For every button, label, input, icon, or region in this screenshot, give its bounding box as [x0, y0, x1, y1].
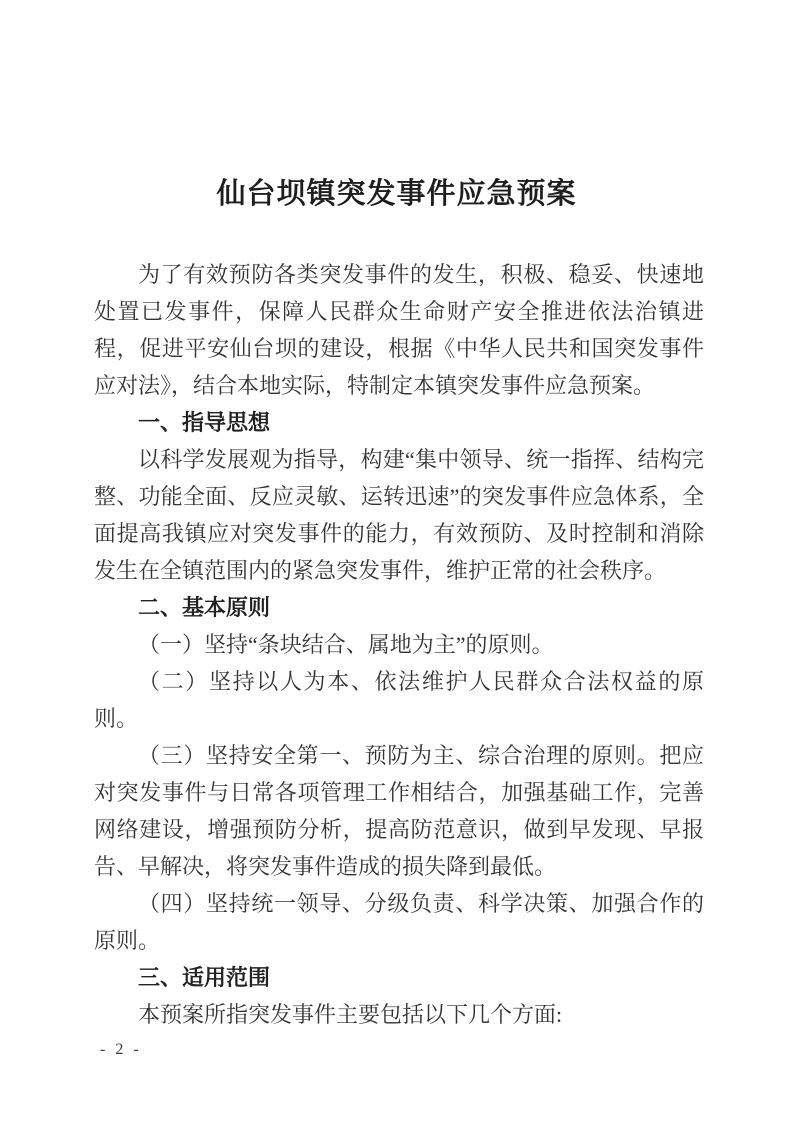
heading-section-3-scope: 三、适用范围 — [138, 965, 271, 990]
paragraph-scope-intro: 本预案所指突发事件主要包括以下几个方面: — [138, 1002, 563, 1027]
principle-item-2: （二）坚持以人为本、依法维护人民群众合法权益的原则。 — [94, 669, 704, 731]
page-number: - 2 - — [100, 1041, 142, 1058]
paragraph-guiding-ideology: 以科学发展观为指导，构建“集中领导、统一指挥、结构完整、功能全面、反应灵敏、运转迅速”的突发事件应急体系，全面提高我镇应对突发事件的能力，有效预防、及时控制和消除发生在全镇范围内的紧急突发事件，维护正常的社会秩序。 — [94, 447, 704, 583]
page-title: 仙台坝镇突发事件应急预案 — [216, 178, 577, 210]
principle-item-4: （四）坚持统一领导、分级负责、科学决策、加强合作的原则。 — [94, 891, 704, 953]
document-body — [94, 256, 704, 1033]
heading-section-2-basic-principles: 二、基本原则 — [138, 595, 271, 620]
principle-item-3: （三）坚持安全第一、预防为主、综合治理的原则。把应对突发事件与日常各项管理工作相结合，加强基础工作，完善网络建设，增强预防分析，提高防范意识，做到早发现、早报告、早解决，将突发事件造成的损失降到最低。 — [94, 743, 704, 879]
intro-paragraph: 为了有效预防各类突发事件的发生，积极、稳妥、快速地处置已发事件，保障人民群众生命财产安全推进依法治镇进程，促进平安仙台坝的建设，根据《中华人民共和国突发事件应对法》，结合本地实际，特制定本镇突发事件应急预案。 — [94, 262, 704, 398]
principle-item-1: （一）坚持“条块结合、属地为主”的原则。 — [138, 632, 554, 657]
heading-section-1-guiding-ideology: 一、指导思想 — [138, 410, 271, 435]
